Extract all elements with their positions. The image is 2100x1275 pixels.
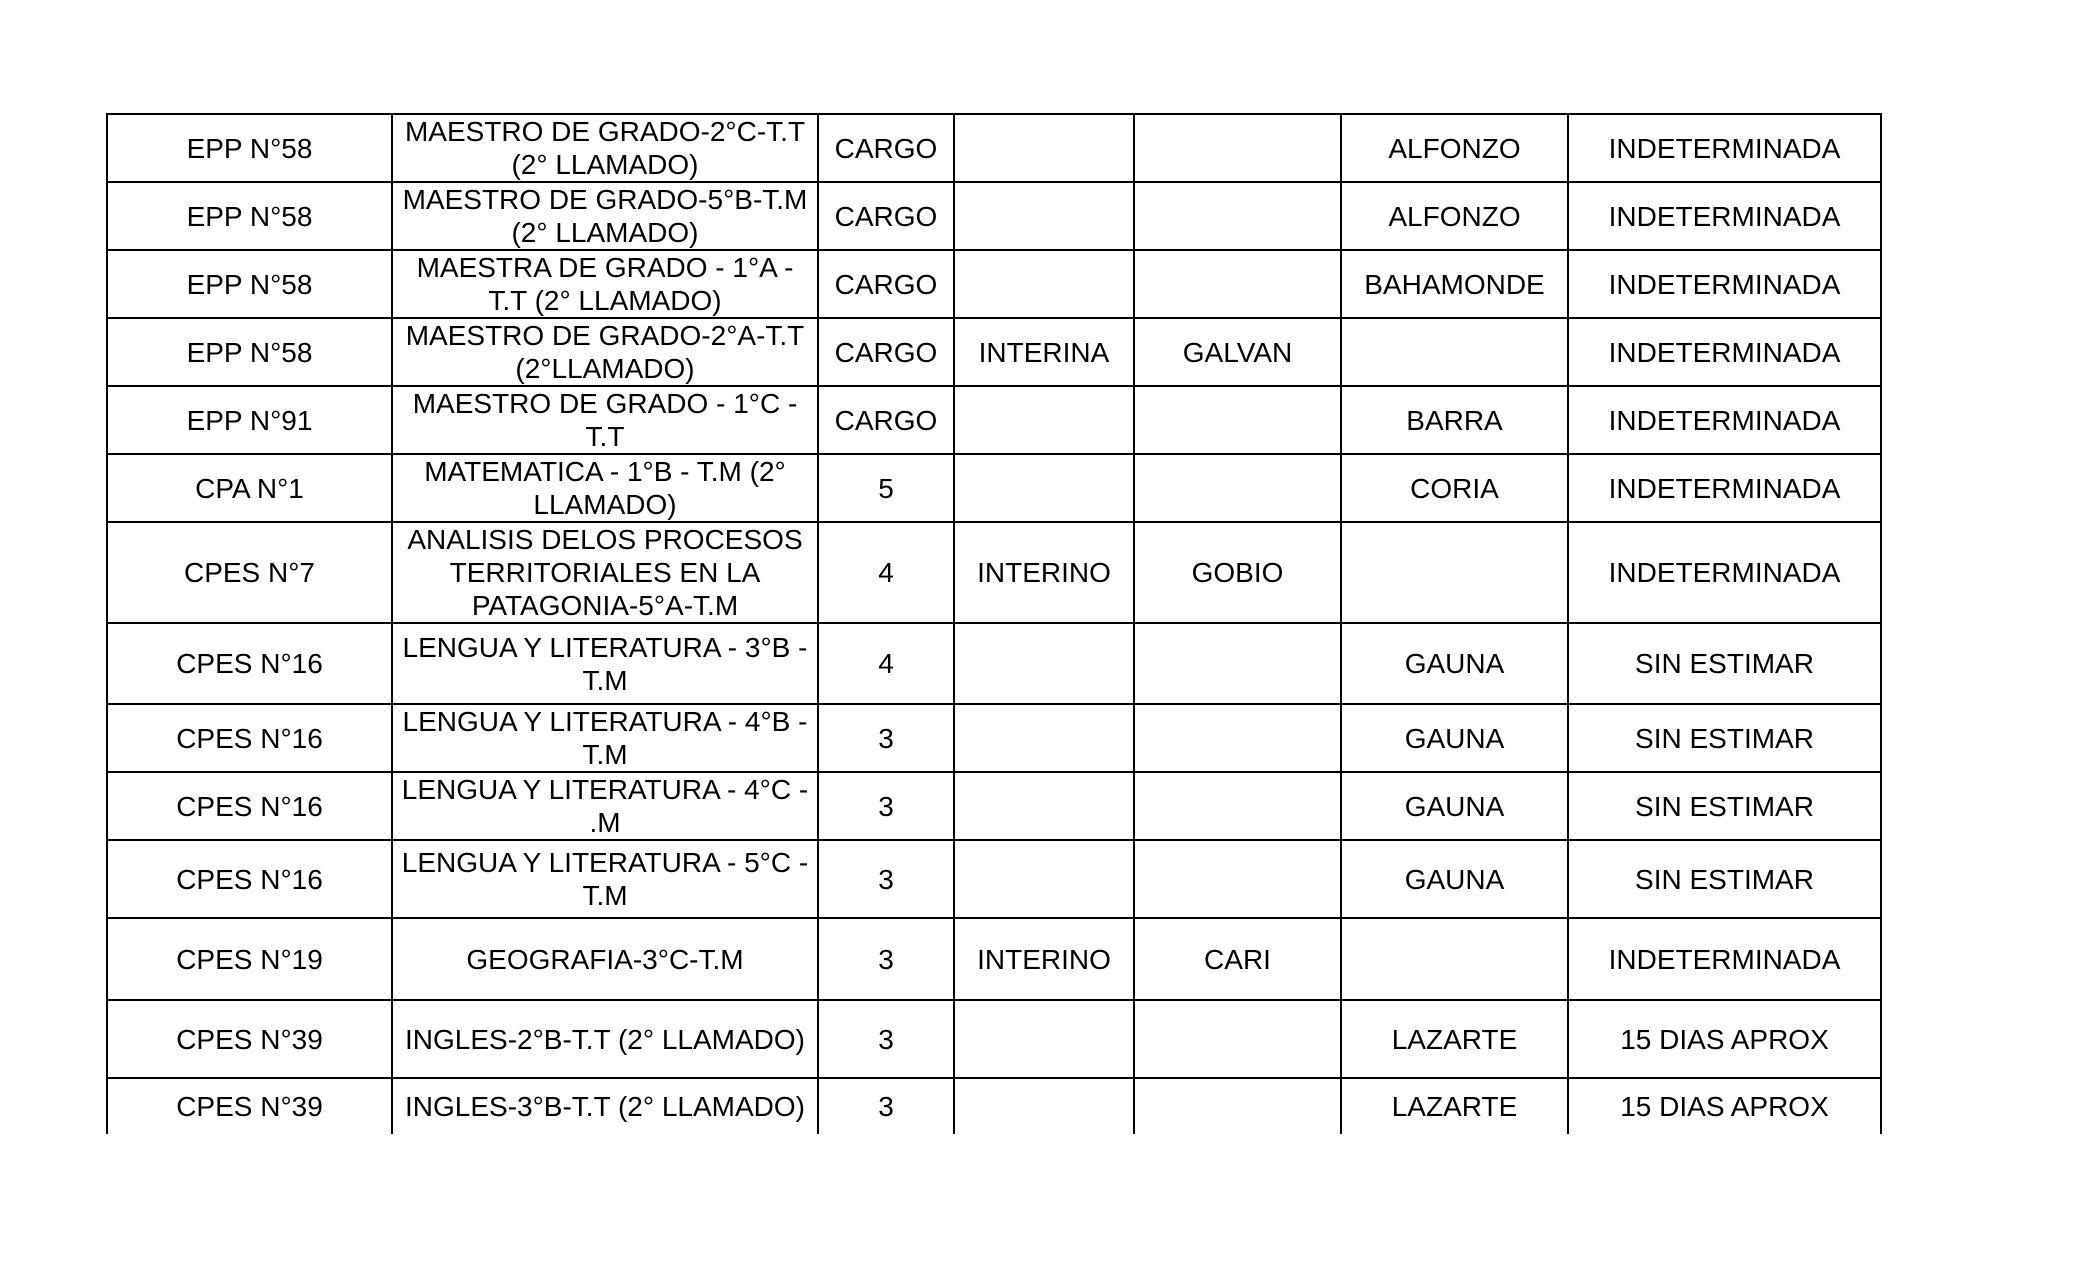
school-cell: EPP N°58 <box>107 318 392 386</box>
replacement-cell: GAUNA <box>1341 623 1568 704</box>
holder-cell <box>1134 1078 1341 1134</box>
position-cell: MAESTRO DE GRADO - 1°C - T.T <box>392 386 818 454</box>
hours-cell: 3 <box>818 918 954 1000</box>
replacement-cell: BARRA <box>1341 386 1568 454</box>
replacement-cell: ALFONZO <box>1341 182 1568 250</box>
replacement-cell: LAZARTE <box>1341 1000 1568 1078</box>
duration-cell: INDETERMINADA <box>1568 318 1881 386</box>
holder-cell <box>1134 1000 1341 1078</box>
table-row <box>107 623 1881 704</box>
duration-cell: INDETERMINADA <box>1568 386 1881 454</box>
position-cell: MATEMATICA - 1°B - T.M (2° LLAMADO) <box>392 454 818 522</box>
school-cell: CPES N°16 <box>107 704 392 772</box>
status-cell <box>954 114 1134 182</box>
table-row <box>107 250 1881 318</box>
hours-cell: 3 <box>818 840 954 918</box>
position-cell: LENGUA Y LITERATURA - 4°C - .M <box>392 772 818 840</box>
table-row <box>107 1000 1881 1078</box>
school-cell: CPES N°19 <box>107 918 392 1000</box>
table-row <box>107 182 1881 250</box>
position-cell: MAESTRO DE GRADO-5°B-T.M (2° LLAMADO) <box>392 182 818 250</box>
school-cell: EPP N°58 <box>107 250 392 318</box>
hours-cell: 3 <box>818 1000 954 1078</box>
hours-cell: CARGO <box>818 182 954 250</box>
school-cell: EPP N°58 <box>107 114 392 182</box>
status-cell <box>954 1078 1134 1134</box>
hours-cell: 4 <box>818 522 954 623</box>
replacement-cell: BAHAMONDE <box>1341 250 1568 318</box>
table-row <box>107 454 1881 522</box>
holder-cell: GALVAN <box>1134 318 1341 386</box>
table-row <box>107 772 1881 840</box>
duration-cell: INDETERMINADA <box>1568 522 1881 623</box>
position-cell: LENGUA Y LITERATURA - 3°B - T.M <box>392 623 818 704</box>
replacement-cell <box>1341 522 1568 623</box>
status-cell <box>954 182 1134 250</box>
replacement-cell: GAUNA <box>1341 772 1568 840</box>
position-cell: LENGUA Y LITERATURA - 4°B - T.M <box>392 704 818 772</box>
holder-cell: CARI <box>1134 918 1341 1000</box>
holder-cell <box>1134 114 1341 182</box>
holder-cell <box>1134 250 1341 318</box>
duration-cell: SIN ESTIMAR <box>1568 772 1881 840</box>
status-cell <box>954 1000 1134 1078</box>
table-body <box>107 114 1881 1134</box>
table-row <box>107 114 1881 182</box>
status-cell <box>954 772 1134 840</box>
replacement-cell: GAUNA <box>1341 840 1568 918</box>
position-cell: MAESTRA DE GRADO - 1°A - T.T (2° LLAMADO) <box>392 250 818 318</box>
status-cell <box>954 840 1134 918</box>
duration-cell: INDETERMINADA <box>1568 918 1881 1000</box>
position-cell: INGLES-3°B-T.T (2° LLAMADO) <box>392 1078 818 1134</box>
school-cell: CPES N°16 <box>107 623 392 704</box>
hours-cell: 4 <box>818 623 954 704</box>
duration-cell: INDETERMINADA <box>1568 250 1881 318</box>
school-cell: CPA N°1 <box>107 454 392 522</box>
position-cell: ANALISIS DELOS PROCESOS TERRITORIALES EN LA PATAGONIA-5°A-T.M <box>392 522 818 623</box>
duration-cell: SIN ESTIMAR <box>1568 840 1881 918</box>
table-row <box>107 386 1881 454</box>
school-cell: EPP N°58 <box>107 182 392 250</box>
holder-cell <box>1134 386 1341 454</box>
vacancies-table <box>106 113 1882 1134</box>
replacement-cell: CORIA <box>1341 454 1568 522</box>
duration-cell: 15 DIAS APROX <box>1568 1078 1881 1134</box>
school-cell: CPES N°7 <box>107 522 392 623</box>
replacement-cell <box>1341 918 1568 1000</box>
hours-cell: 3 <box>818 772 954 840</box>
position-cell: INGLES-2°B-T.T (2° LLAMADO) <box>392 1000 818 1078</box>
status-cell <box>954 623 1134 704</box>
hours-cell: 3 <box>818 1078 954 1134</box>
table-row <box>107 318 1881 386</box>
replacement-cell: GAUNA <box>1341 704 1568 772</box>
status-cell: INTERINO <box>954 918 1134 1000</box>
school-cell: CPES N°39 <box>107 1000 392 1078</box>
duration-cell: SIN ESTIMAR <box>1568 704 1881 772</box>
holder-cell <box>1134 772 1341 840</box>
holder-cell <box>1134 623 1341 704</box>
hours-cell: CARGO <box>818 386 954 454</box>
table-row <box>107 1078 1881 1134</box>
school-cell: CPES N°39 <box>107 1078 392 1134</box>
table-row <box>107 522 1881 623</box>
holder-cell: GOBIO <box>1134 522 1341 623</box>
table-row <box>107 840 1881 918</box>
status-cell <box>954 454 1134 522</box>
duration-cell: 15 DIAS APROX <box>1568 1000 1881 1078</box>
holder-cell <box>1134 182 1341 250</box>
hours-cell: 3 <box>818 704 954 772</box>
hours-cell: 5 <box>818 454 954 522</box>
holder-cell <box>1134 840 1341 918</box>
replacement-cell <box>1341 318 1568 386</box>
replacement-cell: LAZARTE <box>1341 1078 1568 1134</box>
duration-cell: INDETERMINADA <box>1568 114 1881 182</box>
school-cell: CPES N°16 <box>107 772 392 840</box>
replacement-cell: ALFONZO <box>1341 114 1568 182</box>
school-cell: EPP N°91 <box>107 386 392 454</box>
status-cell <box>954 250 1134 318</box>
status-cell: INTERINO <box>954 522 1134 623</box>
position-cell: MAESTRO DE GRADO-2°A-T.T (2°LLAMADO) <box>392 318 818 386</box>
status-cell: INTERINA <box>954 318 1134 386</box>
table-row <box>107 918 1881 1000</box>
position-cell: MAESTRO DE GRADO-2°C-T.T (2° LLAMADO) <box>392 114 818 182</box>
status-cell <box>954 704 1134 772</box>
duration-cell: INDETERMINADA <box>1568 182 1881 250</box>
position-cell: LENGUA Y LITERATURA - 5°C - T.M <box>392 840 818 918</box>
duration-cell: SIN ESTIMAR <box>1568 623 1881 704</box>
status-cell <box>954 386 1134 454</box>
holder-cell <box>1134 704 1341 772</box>
holder-cell <box>1134 454 1341 522</box>
hours-cell: CARGO <box>818 250 954 318</box>
duration-cell: INDETERMINADA <box>1568 454 1881 522</box>
hours-cell: CARGO <box>818 318 954 386</box>
table-row <box>107 704 1881 772</box>
position-cell: GEOGRAFIA-3°C-T.M <box>392 918 818 1000</box>
school-cell: CPES N°16 <box>107 840 392 918</box>
hours-cell: CARGO <box>818 114 954 182</box>
